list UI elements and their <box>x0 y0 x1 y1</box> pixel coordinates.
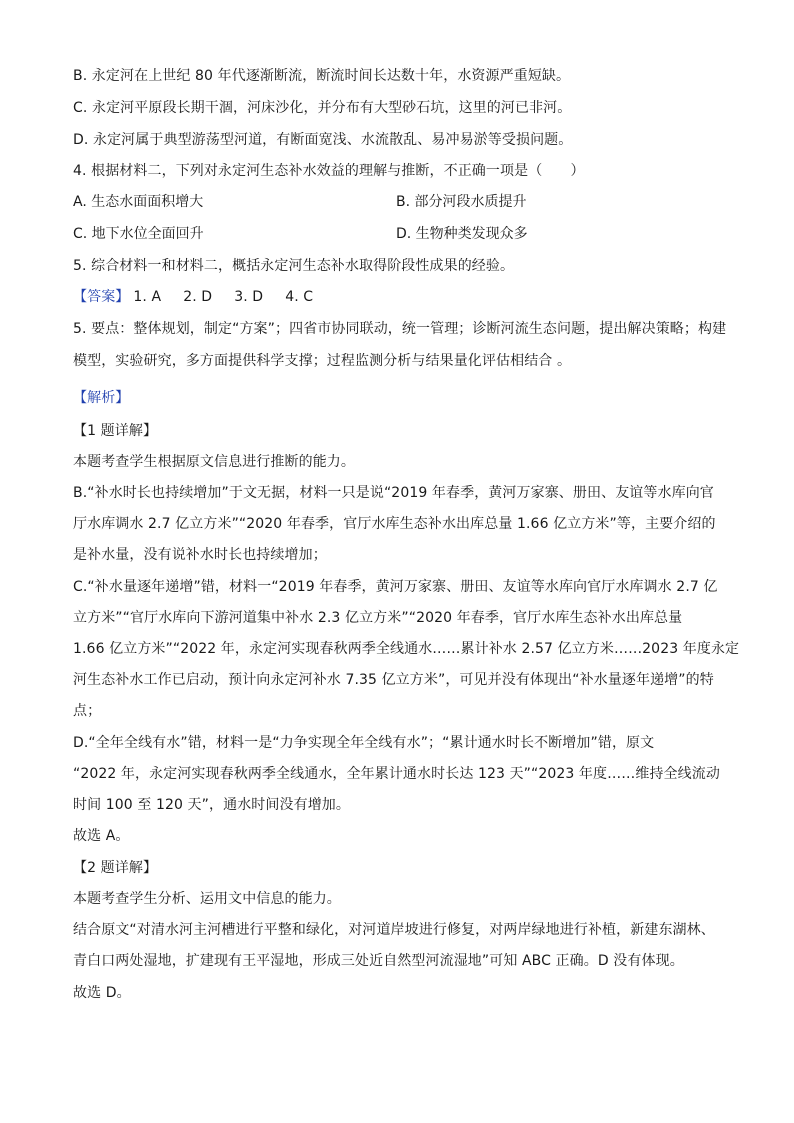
q4-option-d: D. 生物种类发现众多 <box>396 226 528 242</box>
q1-intro: 本题考查学生根据原文信息进行推断的能力。 <box>73 454 355 470</box>
q1-b-line-3: 是补水量，没有说补水时长也持续增加； <box>73 547 327 563</box>
q1-c-line-1: C.“补水量逐年递增”错，材料一“2019 年春季，黄河万家寨、册田、友谊等水库向官厅水库调水 2.7 亿 <box>73 579 718 595</box>
option-b-text: B. 永定河在上世纪 80 年代逐渐断流，断流时间长达数十年，水资源严重短缺。 <box>73 68 571 84</box>
q1-conclusion: 故选 A。 <box>73 828 130 844</box>
q4-option-b: B. 部分河段水质提升 <box>396 194 527 210</box>
answer-2: 2. D <box>183 289 213 305</box>
q1-d-line-3: 时间 100 至 120 天”，通水时间没有增加。 <box>73 797 350 813</box>
q1-d-line-1: D.“全年全线有水”错，材料一是“力争实现全年全线有水”；“累计通水时长不断增加”错，原文 <box>73 735 655 751</box>
q1-c-line-3: 1.66 亿立方米”“2022 年，永定河实现春秋两季全线通水……累计补水 2.57 亿立方米……2023 年度永定 <box>73 641 740 657</box>
q4-option-c: C. 地下水位全面回升 <box>73 226 204 242</box>
q2-heading: 【2 题详解】 <box>73 860 158 876</box>
q2-line-2: 青白口两处湿地，扩建现有王平湿地，形成三处近自然型河流湿地”可知 ABC 正确。D 没有体现。 <box>73 953 684 969</box>
answer-5-line-2: 模型，实验研究，多方面提供科学支撑；过程监测分析与结果量化评估相结合 。 <box>73 353 572 369</box>
q1-c-line-2: 立方米”“官厅水库向下游河道集中补水 2.3 亿立方米”“2020 年春季，官厅水库生态补水出库总量 <box>73 610 683 626</box>
q1-b-line-2: 厅水库调水 2.7 亿立方米”“2020 年春季，官厅水库生态补水出库总量 1.66 亿立方米”等，主要介绍的 <box>73 516 716 532</box>
question-4: 4. 根据材料二，下列对永定河生态补水效益的理解与推断，不正确一项是（ ） <box>73 163 585 179</box>
answer-1: 1. A <box>133 289 162 305</box>
q2-line-1: 结合原文“对清水河主河槽进行平整和绿化，对河道岸坡进行修复，对两岸绿地进行补植，新建东湖林、 <box>73 922 715 938</box>
analysis-label: 【解析】 <box>73 390 130 406</box>
answer-label: 【答案】 <box>73 289 130 305</box>
q4-option-a: A. 生态水面面积增大 <box>73 194 204 210</box>
option-c-text: C. 永定河平原段长期干涸，河床沙化，并分布有大型砂石坑，这里的河已非河。 <box>73 100 572 116</box>
q1-c-line-5: 点； <box>73 703 102 719</box>
q2-intro: 本题考查学生分析、运用文中信息的能力。 <box>73 891 341 907</box>
q1-c-line-4: 河生态补水工作已启动，预计向永定河补水 7.35 亿立方米”，可见并没有体现出“补水量逐年递增”的特 <box>73 672 714 688</box>
q1-d-line-2: “2022 年，永定河实现春秋两季全线通水，全年累计通水时长达 123 天”“2023 年度……维持全线流动 <box>73 766 720 782</box>
answer-4: 4. C <box>285 289 314 305</box>
q1-heading: 【1 题详解】 <box>73 423 158 439</box>
answer-5-line-1: 5. 要点：整体规划，制定“方案”；四省市协同联动，统一管理；诊断河流生态问题，提出解决策略；构建 <box>73 321 727 337</box>
option-d-text: D. 永定河属于典型游荡型河道，有断面宽浅、水流散乱、易冲易淤等受损问题。 <box>73 132 573 148</box>
q1-b-line-1: B.“补水时长也持续增加”于文无据，材料一只是说“2019 年春季，黄河万家寨、册田、友谊等水库向官 <box>73 485 714 501</box>
q2-conclusion: 故选 D。 <box>73 985 131 1001</box>
answer-3: 3. D <box>234 289 264 305</box>
answer-row <box>73 287 734 307</box>
question-5: 5. 综合材料一和材料二，概括永定河生态补水取得阶段性成果的经验。 <box>73 258 515 274</box>
